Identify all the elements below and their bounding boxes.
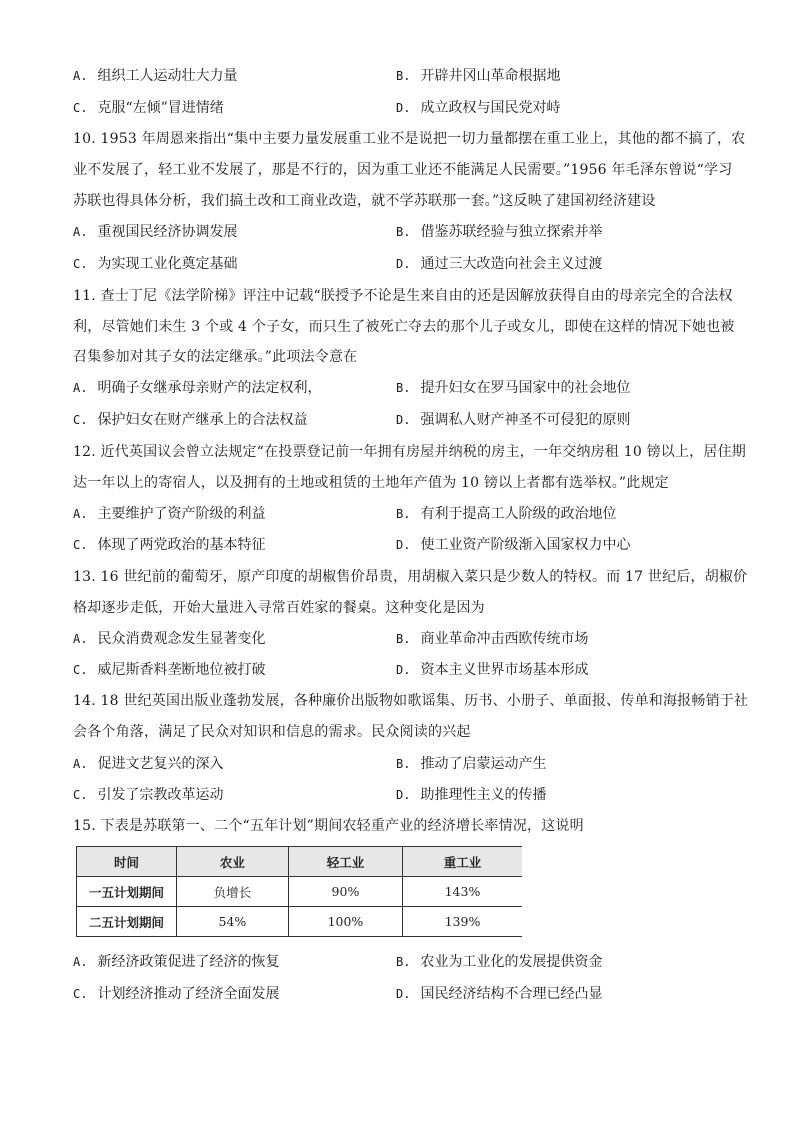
q10-option-a [73,223,237,241]
q14-stem-line-2: 会各个角落，满足了民众对知识和信息的需求。民众阅读的兴起 [73,724,471,740]
option-text: 通过三大改造向社会主义过渡 [420,256,603,272]
q12-option-c [73,536,265,554]
option-text: 为实现工业化奠定基础 [97,256,238,272]
q12-option-d [396,536,630,554]
q11-option-b [396,379,630,397]
table-header-cell: 轻工业 [288,847,402,877]
q10-option-b [396,223,602,241]
q9-option-b [396,67,560,85]
option-text: 成立政权与国民党对峙 [420,100,561,116]
table-header-cell: 重工业 [402,847,522,877]
table-row [77,877,523,907]
option-text: 提升妇女在罗马国家中的社会地位 [420,380,631,396]
table-cell: 一五计划期间 [77,877,177,907]
option-letter: A. [73,955,88,969]
q14-option-a [73,755,223,773]
option-text: 助推理性主义的传播 [420,787,547,803]
q11-stem-line-1: 11. 查士丁尼《法学阶梯》评注中记载“朕授予不论是生来自由的还是因解放获得自由的母亲完全的合法权 [73,288,733,304]
option-letter: A. [73,507,88,521]
option-text: 强调私人财产神圣不可侵犯的原则 [420,412,631,428]
table-header-cell: 农业 [176,847,288,877]
option-text: 重视国民经济协调发展 [97,224,238,240]
option-text: 保护妇女在财产继承上的合法权益 [97,412,308,428]
q12-option-a [73,505,265,523]
option-text: 新经济政策促进了经济的恢复 [97,954,280,970]
q10-option-d [396,255,602,273]
option-text: 民众消费观念发生显著变化 [97,631,266,647]
option-text: 国民经济结构不合理已经凸显 [420,986,603,1002]
q13-stem-line-2: 格却逐步走低，开始大量进入寻常百姓家的餐桌。这种变化是因为 [73,600,485,616]
table-cell: 139% [402,907,522,937]
q10-stem-line-2: 业不发展了，轻工业不发展了，那是不行的，因为重工业还不能满足人民需要。”1956 年毛泽东曾说“学习 [73,162,733,178]
q11-stem-line-3: 召集参加对其子女的法定继承。”此项法令意在 [73,349,358,365]
option-letter: C. [73,538,88,552]
option-letter: B. [396,632,411,646]
option-text: 引发了宗教改革运动 [97,787,224,803]
option-text: 商业革命冲击西欧传统市场 [420,631,589,647]
q15-option-a [73,953,279,971]
q14-option-c [73,786,223,804]
option-letter: C. [73,663,88,677]
option-letter: A. [73,225,88,239]
option-letter: D. [396,538,411,552]
q9-option-a [73,67,237,85]
table-cell: 90% [288,877,402,907]
q13-option-d [396,661,588,679]
option-letter: B. [396,381,411,395]
option-text: 资本主义世界市场基本形成 [420,662,589,678]
table-header-cell: 时间 [77,847,177,877]
option-text: 借鉴苏联经验与独立探索并举 [420,224,603,240]
q11-option-a [73,379,321,397]
q11-stem-line-2: 利，尽管她们未生 3 个或 4 个子女，而只生了被死亡夺去的那个儿子或女儿，即使在这样的情况下她也被 [73,319,735,335]
option-text: 体现了两党政治的基本特征 [97,537,266,553]
q13-option-a [73,630,265,648]
q12-stem-line-1: 12. 近代英国议会曾立法规定“在投票登记前一年拥有房屋并纳税的房主，一年交纳房租 10 镑以上，居住期 [73,444,746,460]
table-cell: 二五计划期间 [77,907,177,937]
q11-option-d [396,411,630,429]
option-letter: C. [73,413,88,427]
q10-stem-line-1: 10. 1953 年周恩来指出“集中主要力量发展重工业不是说把一切力量都摆在重工业上，其他的都不搞了，农 [73,131,746,147]
q13-option-b [396,630,588,648]
q9-option-c [73,99,224,117]
option-text: 促进文艺复兴的深入 [97,756,224,772]
option-letter: D. [396,788,411,802]
q14-stem-line-1: 14. 18 世纪英国出版业蓬勃发展，各种廉价出版物如歌谣集、历书、小册子、单面报、传单和海报畅销于社 [73,693,749,709]
option-text: 使工业资产阶级渐入国家权力中心 [420,537,631,553]
table-cell: 143% [402,877,522,907]
q10-option-c [73,255,237,273]
option-letter: D. [396,663,411,677]
q11-option-c [73,411,307,429]
table-row [77,907,523,937]
table-cell: 100% [288,907,402,937]
option-letter: B. [396,757,411,771]
q15-option-b [396,953,602,971]
option-text: 有利于提高工人阶级的政治地位 [420,506,617,522]
option-letter: D. [396,413,411,427]
q13-option-c [73,661,265,679]
option-letter: A. [73,632,88,646]
option-letter: B. [396,69,411,83]
option-letter: C. [73,788,88,802]
table-cell: 54% [176,907,288,937]
growth-rate-table [76,846,522,937]
option-letter: A. [73,381,88,395]
option-letter: C. [73,987,88,1001]
option-letter: D. [396,257,411,271]
option-letter: D. [396,101,411,115]
option-text: 主要维护了资产阶级的利益 [97,506,266,522]
q12-stem-line-2: 达一年以上的寄宿人，以及拥有的土地或租赁的土地年产值为 10 镑以上者都有选举权。”此规定 [73,475,669,491]
option-letter: A. [73,757,88,771]
option-text: 威尼斯香料垄断地位被打破 [97,662,266,678]
q15-option-c [73,985,279,1003]
q14-option-d [396,786,546,804]
option-text: 推动了启蒙运动产生 [420,756,547,772]
q9-option-d [396,99,560,117]
option-letter: C. [73,101,88,115]
table-cell: 负增长 [176,877,288,907]
option-text: 计划经济推动了经济全面发展 [97,986,280,1002]
option-letter: C. [73,257,88,271]
option-text: 克服“左倾”冒进情绪 [97,100,224,116]
option-text: 组织工人运动壮大力量 [97,68,238,84]
option-text: 明确子女继承母亲财产的法定权利， [97,380,322,396]
option-text: 农业为工业化的发展提供资金 [420,954,603,970]
q15-stem-line-1: 15. 下表是苏联第一、二个“五年计划”期间农轻重产业的经济增长率情况，这说明 [73,818,584,834]
q12-option-b [396,505,616,523]
q14-option-b [396,755,546,773]
table-header-row [77,847,523,877]
option-letter: B. [396,225,411,239]
option-text: 开辟井冈山革命根据地 [420,68,561,84]
option-letter: D. [396,987,411,1001]
q10-stem-line-3: 苏联也得具体分析，我们搞土改和工商业改造，就不学苏联那一套。”这反映了建国初经济建设 [73,193,656,209]
option-letter: A. [73,69,88,83]
option-letter: B. [396,507,411,521]
q15-option-d [396,985,602,1003]
option-letter: B. [396,955,411,969]
q13-stem-line-1: 13. 16 世纪前的葡萄牙，原产印度的胡椒售价昂贵，用胡椒入菜只是少数人的特权。而 17 世纪后，胡椒价 [73,569,748,585]
